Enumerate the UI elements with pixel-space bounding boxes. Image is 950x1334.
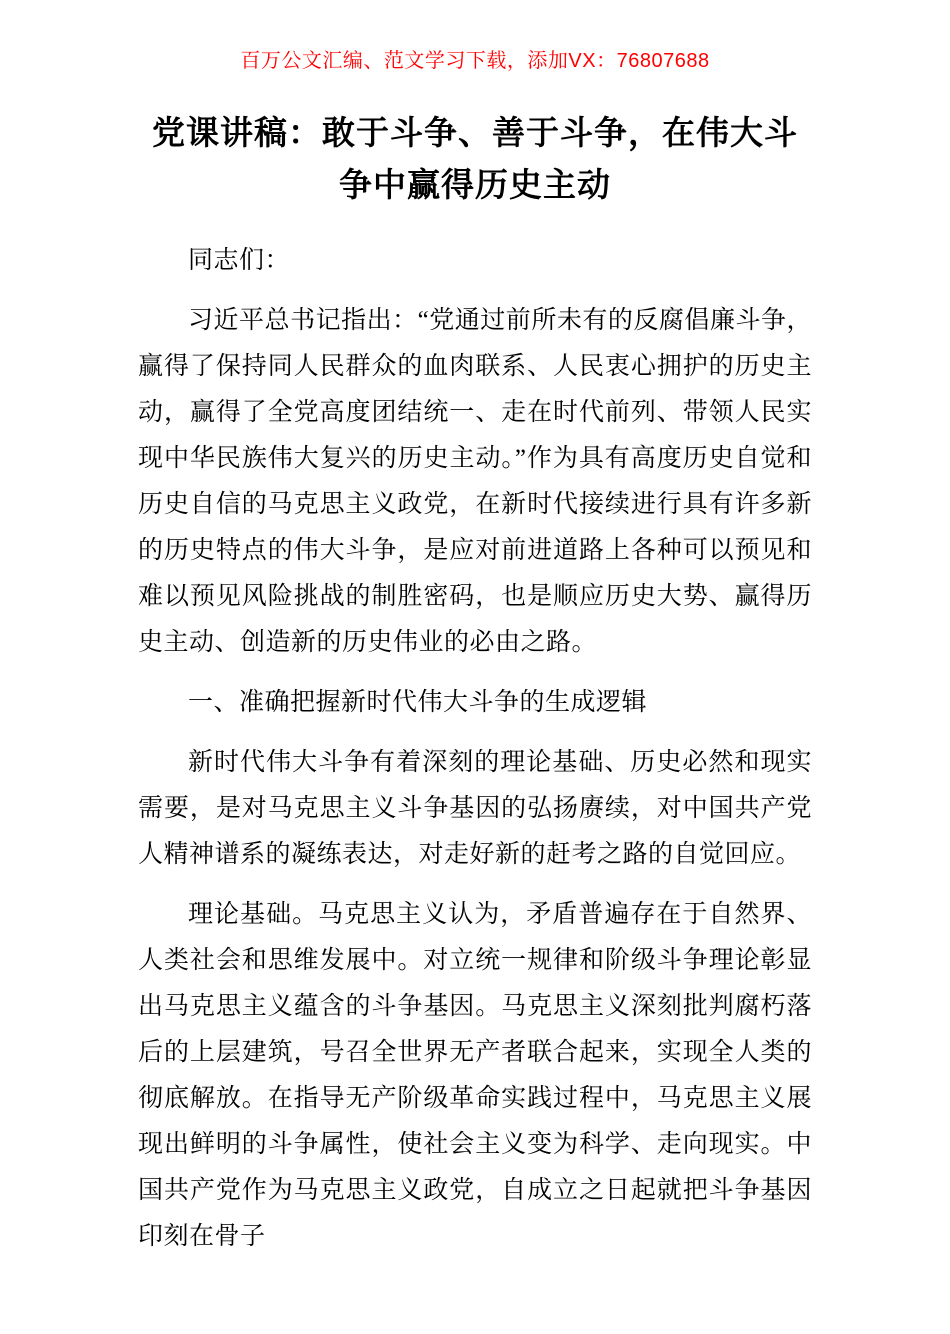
promo-notice: 百万公文汇编、范文学习下载，添加VX：76807688 — [240, 50, 710, 72]
paragraph-4: 新时代伟大斗争有着深刻的理论基础、历史必然和现实需要，是对马克思主义斗争基因的弘扬赓续，对中国共产党人精神谱系的凝练表达，对走好新的赶考之路的自觉回应。 — [138, 749, 812, 868]
paragraph-1: 同志们： — [188, 247, 291, 274]
paragraph-5: 理论基础。马克思主义认为，矛盾普遍存在于自然界、人类社会和思维发展中。对立统一规律和阶级斗争理论彰显出马克思主义蕴含的斗争基因。马克思主义深刻批判腐朽落后的上层建筑，号召全世界无产者联合起来，实现全人类的彻底解放。在指导无产阶级革命实践过程中，马克思主义展现出鲜明的斗争属性，使社会主义变为科学、走向现实。中国共产党作为马克思主义政党，自成立之日起就把斗争基因印刻在骨子 — [138, 901, 812, 1250]
paragraph-3: 一、准确把握新时代伟大斗争的生成逻辑 — [188, 689, 648, 716]
document-title: 党课讲稿：敢于斗争、善于斗争，在伟大斗争中赢得历史主动 — [152, 116, 798, 204]
document-body — [138, 238, 812, 1260]
paragraph-2: 习近平总书记指出：“党通过前所未有的反腐倡廉斗争，赢得了保持同人民群众的血肉联系、人民衷心拥护的历史主动，赢得了全党高度团结统一、走在时代前列、带领人民实现中华民族伟大复兴的历史主动。”作为具有高度历史自觉和历史自信的马克思主义政党，在新时代接续进行具有许多新的历史特点的伟大斗争，是应对前进道路上各种可以预见和难以预见风险挑战的制胜密码，也是顺应历史大势、赢得历史主动、创造新的历史伟业的必由之路。 — [138, 307, 812, 656]
